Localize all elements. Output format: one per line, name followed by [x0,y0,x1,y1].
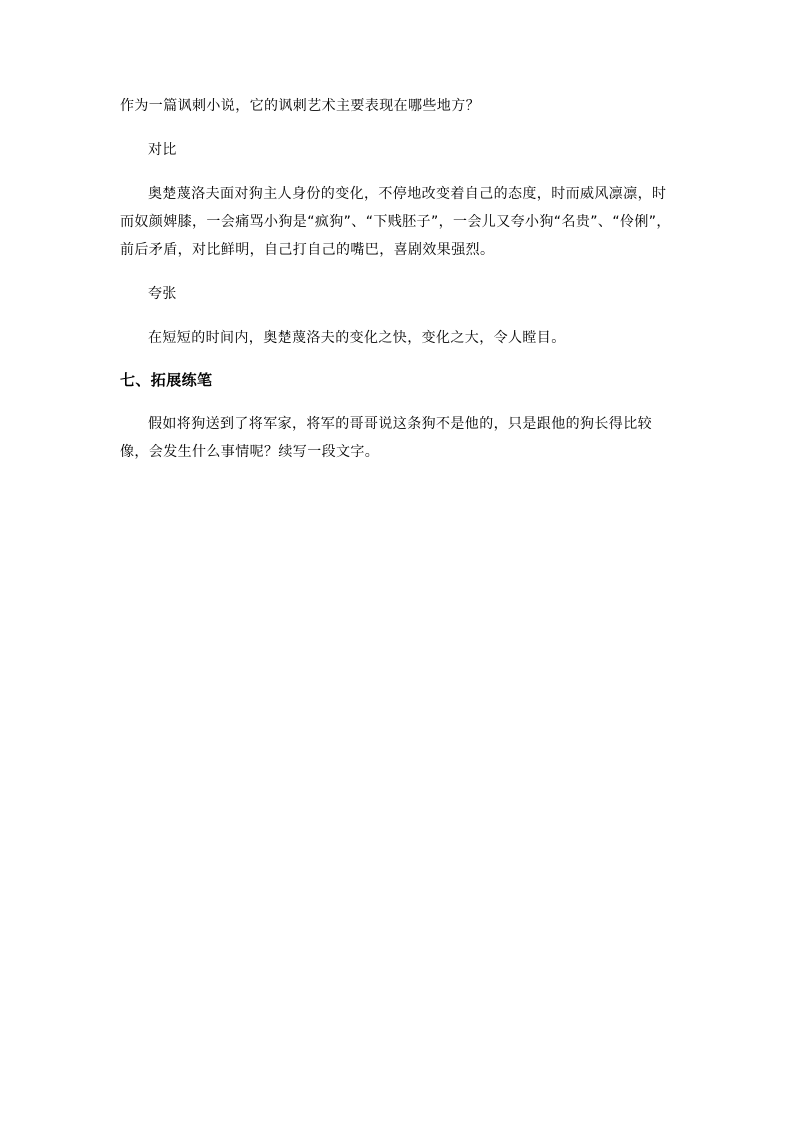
question-text: 作为一篇讽刺小说，它的讽刺艺术主要表现在哪些地方？ [120,98,480,114]
section7-heading: 七、拓展练笔 [120,371,213,389]
document-body [120,92,676,466]
point2-text: 在短短的时间内，奥楚蔑洛夫的变化之快，变化之大，令人瞠目。 [148,330,566,346]
section7-text: 假如将狗送到了将军家，将军的哥哥说这条狗不是他的，只是跟他的狗长得比较像，会发生什么事情呢？续写一段文字。 [120,416,652,460]
point1-text: 奥楚蔑洛夫面对狗主人身份的变化，不停地改变着自己的态度，时而威风凛凛，时而奴颜婢膝，一会痛骂小狗是“疯狗”、“下贱胚子”，一会儿又夸小狗“名贵”、“伶俐”，前后矛盾，对比鲜明，自己打自己的嘴巴，喜剧效果强烈。 [120,186,671,258]
point2-title: 夸张 [148,286,177,302]
point1-title: 对比 [148,142,177,158]
